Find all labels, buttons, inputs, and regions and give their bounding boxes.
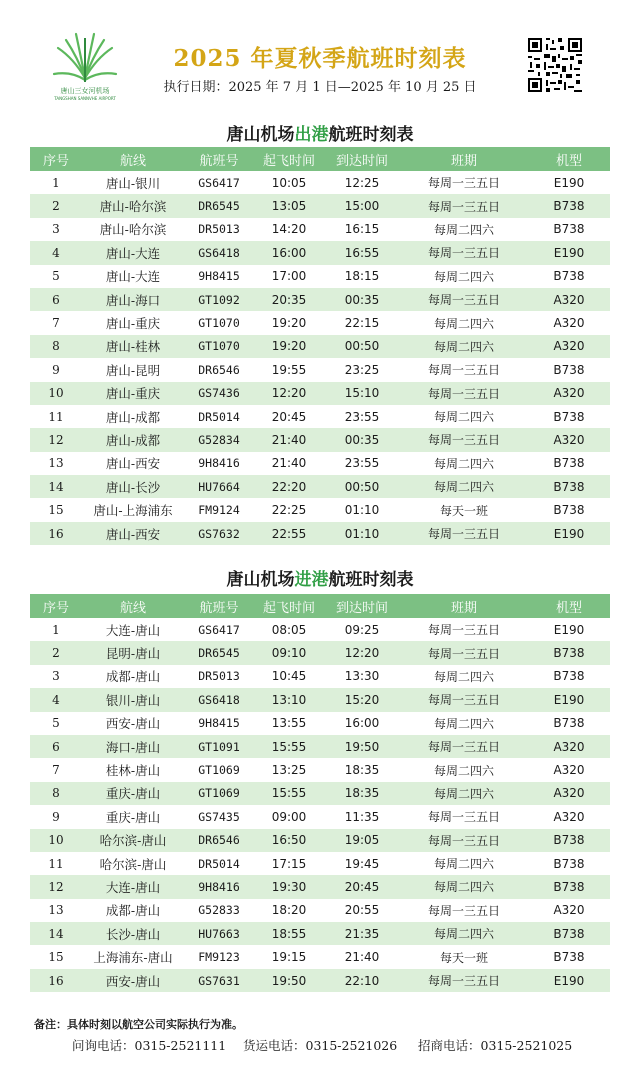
cargo-phone[interactable]: 货运电话：0315-2521026 <box>243 1038 398 1053</box>
cell-index: 15 <box>48 950 64 965</box>
cell-aircraft: E190 <box>553 622 585 637</box>
table-row <box>30 688 610 711</box>
table-row <box>30 922 610 945</box>
cell-index: 14 <box>30 922 82 945</box>
cell-schedule-days: 每周二四六 <box>433 716 494 731</box>
cell-arrival-time: 22:15 <box>344 316 380 331</box>
cell-route: 桂林-唐山 <box>105 763 161 779</box>
cell-aircraft: B738 <box>553 856 585 871</box>
cell-route: 唐山-哈尔滨 <box>99 222 167 238</box>
cell-flight-no: DR5013 <box>198 222 240 237</box>
cell-departure-time: 20:45 <box>271 409 307 424</box>
cell-flight-no: 9H8415 <box>198 269 240 284</box>
cell-schedule-days: 每天一班 <box>439 950 488 965</box>
cell-flight-no: DR6545 <box>184 194 254 217</box>
cell-index: 8 <box>30 782 82 805</box>
cell-departure-time: 19:20 <box>254 335 324 358</box>
cell-index: 3 <box>52 669 60 684</box>
cell-route: 大连-唐山 <box>105 622 161 638</box>
cell-departure-time: 09:00 <box>271 809 307 824</box>
cell-schedule-days: 每周二四六 <box>400 922 528 945</box>
cell-aircraft: E190 <box>528 969 610 992</box>
cell-arrival-time: 18:35 <box>324 782 400 805</box>
table-row <box>30 735 610 758</box>
cell-aircraft: A320 <box>553 809 585 824</box>
cell-arrival-time: 22:10 <box>324 969 400 992</box>
cell-flight-no: HU7664 <box>184 475 254 498</box>
logo-caption: 唐山三女河机场 <box>60 87 110 95</box>
cell-schedule-days: 每周二四六 <box>433 763 494 778</box>
cell-arrival-time: 19:05 <box>324 829 400 852</box>
col-header-aircraft: 机型 <box>528 594 610 618</box>
col-header-flight-no: 航班号 <box>184 147 254 171</box>
cell-arrival-time: 11:35 <box>344 809 380 824</box>
cell-flight-no: GS6417 <box>198 622 240 637</box>
cell-flight-no: GS7436 <box>184 382 254 405</box>
cell-departure-time: 18:20 <box>271 903 307 918</box>
table-row <box>30 241 610 264</box>
cell-route: 昆明-唐山 <box>82 641 184 664</box>
cell-departure-time: 21:40 <box>271 456 307 471</box>
cell-arrival-time: 12:25 <box>344 175 380 190</box>
table-row <box>30 194 610 217</box>
table-row <box>30 758 610 781</box>
cell-flight-no: GT1092 <box>184 288 254 311</box>
cell-schedule-days: 每周一三五日 <box>427 623 500 638</box>
cell-schedule-days: 每周一三五日 <box>427 810 500 825</box>
cell-route: 重庆-唐山 <box>82 782 184 805</box>
cell-schedule-days: 每天一班 <box>439 503 488 518</box>
cell-departure-time: 21:40 <box>254 428 324 451</box>
cell-arrival-time: 19:50 <box>324 735 400 758</box>
cell-route: 唐山-大连 <box>105 269 161 285</box>
cell-schedule-days: 每周二四六 <box>400 475 528 498</box>
table-row <box>30 712 610 735</box>
cell-departure-time: 19:20 <box>271 316 307 331</box>
cell-departure-time: 18:55 <box>254 922 324 945</box>
cell-aircraft: B738 <box>553 362 585 377</box>
cell-aircraft: B738 <box>528 475 610 498</box>
cell-aircraft: A320 <box>553 903 585 918</box>
col-header-schedule-days: 班期 <box>400 594 528 618</box>
cell-index: 12 <box>30 875 82 898</box>
table-row <box>30 522 610 545</box>
cell-route: 唐山-海口 <box>82 288 184 311</box>
cell-flight-no: GS7435 <box>198 809 240 824</box>
cell-aircraft: B738 <box>553 456 585 471</box>
cell-schedule-days: 每周一三五日 <box>427 363 500 378</box>
departures-table <box>30 147 610 545</box>
cell-arrival-time: 00:50 <box>324 335 400 358</box>
cell-departure-time: 19:30 <box>254 875 324 898</box>
cell-departure-time: 17:00 <box>271 269 307 284</box>
cell-flight-no: GS6418 <box>184 241 254 264</box>
departures-title: 唐山机场出港航班时刻表 <box>226 125 414 145</box>
cell-route: 长沙-唐山 <box>82 922 184 945</box>
cell-index: 11 <box>48 856 64 871</box>
logo-subtitle: TANGSHAN SANNVHE AIRPORT <box>54 96 116 101</box>
cell-departure-time: 09:10 <box>254 641 324 664</box>
table-header-row <box>30 594 610 618</box>
cell-aircraft: E190 <box>553 175 585 190</box>
cell-aircraft: A320 <box>528 335 610 358</box>
cell-arrival-time: 12:20 <box>324 641 400 664</box>
col-header-index: 序号 <box>30 594 82 618</box>
cell-departure-time: 17:15 <box>271 856 307 871</box>
cell-schedule-days: 每周二四六 <box>433 222 494 237</box>
table-row <box>30 618 610 641</box>
col-header-aircraft: 机型 <box>528 147 610 171</box>
col-header-arrival-time: 到达时间 <box>324 594 400 618</box>
cell-route: 唐山-上海浦东 <box>93 503 173 519</box>
cell-flight-no: DR6546 <box>184 829 254 852</box>
cell-index: 6 <box>30 735 82 758</box>
cell-arrival-time: 13:30 <box>344 669 380 684</box>
cell-index: 9 <box>52 362 60 377</box>
cell-arrival-time: 19:45 <box>344 856 380 871</box>
cell-arrival-time: 16:55 <box>324 241 400 264</box>
cell-schedule-days: 每周一三五日 <box>427 176 500 191</box>
cell-arrival-time: 18:15 <box>344 269 380 284</box>
cell-flight-no: DR5014 <box>198 856 240 871</box>
cell-flight-no: GT1069 <box>184 782 254 805</box>
cell-flight-no: DR5014 <box>198 409 240 424</box>
col-header-arrival-time: 到达时间 <box>324 147 400 171</box>
table-row <box>30 218 610 241</box>
arrivals-table <box>30 594 610 992</box>
cell-flight-no: G52834 <box>184 428 254 451</box>
table-row <box>30 969 610 992</box>
inquiry-phone[interactable]: 问询电话：0315-2521111 <box>72 1038 227 1053</box>
cell-aircraft: E190 <box>528 241 610 264</box>
cell-schedule-days: 每周一三五日 <box>400 288 528 311</box>
cell-departure-time: 22:25 <box>271 503 307 518</box>
cell-departure-time: 16:50 <box>254 829 324 852</box>
cell-index: 1 <box>52 175 60 190</box>
cell-flight-no: GS6417 <box>198 175 240 190</box>
cell-schedule-days: 每周一三五日 <box>400 194 528 217</box>
table-row <box>30 498 610 521</box>
cell-departure-time: 12:20 <box>254 382 324 405</box>
cell-flight-no: 9H8416 <box>198 456 240 471</box>
cell-index: 10 <box>30 382 82 405</box>
cell-route: 唐山-哈尔滨 <box>82 194 184 217</box>
table-row <box>30 665 610 688</box>
cell-index: 3 <box>52 222 60 237</box>
cell-index: 2 <box>30 194 82 217</box>
cell-departure-time: 19:50 <box>254 969 324 992</box>
cell-flight-no: FM9123 <box>198 950 240 965</box>
cell-flight-no: HU7663 <box>184 922 254 945</box>
cell-aircraft: B738 <box>528 194 610 217</box>
cell-schedule-days: 每周二四六 <box>433 269 494 284</box>
cell-arrival-time: 16:15 <box>344 222 380 237</box>
cell-departure-time: 10:45 <box>271 669 307 684</box>
cell-route: 银川-唐山 <box>82 688 184 711</box>
cell-arrival-time: 00:35 <box>324 288 400 311</box>
cell-index: 2 <box>30 641 82 664</box>
cell-route: 唐山-长沙 <box>82 475 184 498</box>
cell-arrival-time: 20:45 <box>324 875 400 898</box>
qr-code-icon[interactable] <box>526 36 584 94</box>
cell-index: 15 <box>48 503 64 518</box>
cell-flight-no: G52833 <box>198 903 240 918</box>
table-row <box>30 782 610 805</box>
arrivals-title: 唐山机场进港航班时刻表 <box>226 570 414 590</box>
cell-aircraft: E190 <box>528 688 610 711</box>
cell-aircraft: A320 <box>528 782 610 805</box>
table-row <box>30 382 610 405</box>
cell-departure-time: 13:25 <box>271 763 307 778</box>
cell-departure-time: 10:05 <box>271 175 307 190</box>
cell-departure-time: 19:15 <box>271 950 307 965</box>
cell-schedule-days: 每周一三五日 <box>400 382 528 405</box>
cell-departure-time: 16:00 <box>254 241 324 264</box>
cell-index: 5 <box>52 269 60 284</box>
cell-schedule-days: 每周一三五日 <box>427 903 500 918</box>
cell-flight-no: GT1070 <box>184 335 254 358</box>
cell-flight-no: GT1091 <box>184 735 254 758</box>
cell-schedule-days: 每周二四六 <box>400 875 528 898</box>
cell-arrival-time: 23:55 <box>344 456 380 471</box>
cell-departure-time: 15:55 <box>254 782 324 805</box>
cell-route: 成都-唐山 <box>105 669 161 685</box>
table-row <box>30 171 610 194</box>
cell-aircraft: A320 <box>553 316 585 331</box>
cell-index: 12 <box>30 428 82 451</box>
cell-schedule-days: 每周一三五日 <box>400 735 528 758</box>
investment-phone[interactable]: 招商电话：0315-2521025 <box>418 1038 573 1053</box>
cell-arrival-time: 21:40 <box>344 950 380 965</box>
cell-route: 西安-唐山 <box>82 969 184 992</box>
cell-index: 13 <box>48 456 64 471</box>
cell-arrival-time: 21:35 <box>324 922 400 945</box>
cell-aircraft: B738 <box>528 641 610 664</box>
col-header-departure-time: 起飞时间 <box>254 594 324 618</box>
cell-arrival-time: 18:35 <box>344 763 380 778</box>
cell-index: 9 <box>52 809 60 824</box>
arrivals-body <box>30 618 610 992</box>
cell-arrival-time: 20:55 <box>344 903 380 918</box>
cell-route: 上海浦东-唐山 <box>93 950 173 966</box>
table-row <box>30 945 610 968</box>
cell-index: 7 <box>52 316 60 331</box>
cell-arrival-time: 15:00 <box>324 194 400 217</box>
cell-schedule-days: 每周一三五日 <box>400 641 528 664</box>
cell-departure-time: 13:10 <box>254 688 324 711</box>
cell-route: 哈尔滨-唐山 <box>99 856 167 872</box>
cell-schedule-days: 每周二四六 <box>433 857 494 872</box>
table-row <box>30 641 610 664</box>
cell-flight-no: DR6545 <box>184 641 254 664</box>
cell-route: 大连-唐山 <box>82 875 184 898</box>
cell-aircraft: B738 <box>553 950 585 965</box>
cell-aircraft: A320 <box>553 763 585 778</box>
cell-schedule-days: 每周二四六 <box>433 456 494 471</box>
cell-flight-no: DR5013 <box>198 669 240 684</box>
cell-schedule-days: 每周一三五日 <box>400 829 528 852</box>
cell-route: 唐山-桂林 <box>82 335 184 358</box>
cell-route: 唐山-西安 <box>105 456 161 472</box>
cell-index: 16 <box>30 522 82 545</box>
cell-aircraft: B738 <box>528 922 610 945</box>
table-row <box>30 852 610 875</box>
table-row <box>30 311 610 334</box>
cell-flight-no: FM9124 <box>198 503 240 518</box>
col-header-flight-no: 航班号 <box>184 594 254 618</box>
cell-schedule-days: 每周二四六 <box>400 335 528 358</box>
cell-route: 成都-唐山 <box>105 903 161 919</box>
cell-departure-time: 22:20 <box>254 475 324 498</box>
cell-arrival-time: 09:25 <box>344 622 380 637</box>
cell-aircraft: B738 <box>553 409 585 424</box>
cell-flight-no: GS7631 <box>184 969 254 992</box>
cell-schedule-days: 每周一三五日 <box>400 688 528 711</box>
cell-aircraft: B738 <box>553 716 585 731</box>
cell-arrival-time: 00:35 <box>324 428 400 451</box>
cell-departure-time: 15:55 <box>254 735 324 758</box>
cell-flight-no: DR6546 <box>198 362 240 377</box>
page-title: 2025 年夏秋季航班时刻表 <box>173 45 467 72</box>
cell-aircraft: A320 <box>528 428 610 451</box>
page-header <box>0 0 640 110</box>
cell-aircraft: B738 <box>528 829 610 852</box>
cell-flight-no: GT1069 <box>198 763 240 778</box>
cell-route: 重庆-唐山 <box>105 809 161 825</box>
departures-body <box>30 171 610 545</box>
footnote: 备注：具体时刻以航空公司实际执行为准。 <box>34 1018 243 1031</box>
table-row <box>30 405 610 428</box>
cell-aircraft: B738 <box>553 222 585 237</box>
table-row <box>30 358 610 381</box>
cell-schedule-days: 每周二四六 <box>433 316 494 331</box>
cell-aircraft: E190 <box>528 522 610 545</box>
cell-route: 西安-唐山 <box>105 716 161 732</box>
table-row <box>30 452 610 475</box>
cell-index: 11 <box>48 409 64 424</box>
table-row <box>30 335 610 358</box>
col-header-route: 航线 <box>82 147 184 171</box>
cell-departure-time: 13:55 <box>271 716 307 731</box>
cell-arrival-time: 00:50 <box>324 475 400 498</box>
cell-schedule-days: 每周一三五日 <box>400 522 528 545</box>
cell-index: 4 <box>30 241 82 264</box>
table-row <box>30 805 610 828</box>
cell-index: 5 <box>52 716 60 731</box>
cell-aircraft: A320 <box>528 288 610 311</box>
cell-aircraft: B738 <box>528 875 610 898</box>
cell-aircraft: B738 <box>553 669 585 684</box>
cell-index: 13 <box>48 903 64 918</box>
cell-flight-no: 9H8416 <box>184 875 254 898</box>
cell-flight-no: GS7632 <box>184 522 254 545</box>
cell-index: 4 <box>30 688 82 711</box>
table-row <box>30 899 610 922</box>
cell-schedule-days: 每周二四六 <box>400 782 528 805</box>
cell-index: 14 <box>30 475 82 498</box>
cell-index: 6 <box>30 288 82 311</box>
cell-route: 唐山-西安 <box>82 522 184 545</box>
cell-route: 唐山-成都 <box>82 428 184 451</box>
cell-route: 海口-唐山 <box>82 735 184 758</box>
cell-departure-time: 20:35 <box>254 288 324 311</box>
cell-flight-no: GT1070 <box>198 316 240 331</box>
cell-arrival-time: 01:10 <box>324 522 400 545</box>
cell-schedule-days: 每周二四六 <box>433 410 494 425</box>
cell-route: 唐山-重庆 <box>105 316 161 332</box>
cell-route: 唐山-成都 <box>105 409 161 425</box>
cell-departure-time: 13:05 <box>254 194 324 217</box>
cell-flight-no: 9H8415 <box>198 716 240 731</box>
cell-route: 唐山-重庆 <box>82 382 184 405</box>
cell-aircraft: A320 <box>528 382 610 405</box>
cell-arrival-time: 23:25 <box>344 362 380 377</box>
cell-schedule-days: 每周一三五日 <box>400 241 528 264</box>
cell-index: 1 <box>52 622 60 637</box>
cell-departure-time: 14:20 <box>271 222 307 237</box>
cell-arrival-time: 01:10 <box>344 503 380 518</box>
contact-bar <box>0 1036 640 1056</box>
table-row <box>30 875 610 898</box>
cell-route: 唐山-银川 <box>105 175 161 191</box>
cell-departure-time: 08:05 <box>271 622 307 637</box>
cell-departure-time: 19:55 <box>271 362 307 377</box>
cell-index: 16 <box>30 969 82 992</box>
cell-schedule-days: 每周一三五日 <box>400 428 528 451</box>
table-row <box>30 829 610 852</box>
cell-schedule-days: 每周二四六 <box>433 669 494 684</box>
table-header-row <box>30 147 610 171</box>
cell-route: 唐山-大连 <box>82 241 184 264</box>
cell-arrival-time: 15:20 <box>324 688 400 711</box>
cell-arrival-time: 16:00 <box>344 716 380 731</box>
col-header-route: 航线 <box>82 594 184 618</box>
table-row <box>30 475 610 498</box>
col-header-departure-time: 起飞时间 <box>254 147 324 171</box>
table-row <box>30 288 610 311</box>
cell-index: 8 <box>30 335 82 358</box>
cell-route: 哈尔滨-唐山 <box>82 829 184 852</box>
cell-arrival-time: 23:55 <box>344 409 380 424</box>
cell-flight-no: GS6418 <box>184 688 254 711</box>
table-row <box>30 265 610 288</box>
cell-route: 唐山-昆明 <box>105 362 161 378</box>
col-header-schedule-days: 班期 <box>400 147 528 171</box>
cell-aircraft: A320 <box>528 735 610 758</box>
col-header-index: 序号 <box>30 147 82 171</box>
cell-arrival-time: 15:10 <box>324 382 400 405</box>
cell-departure-time: 22:55 <box>254 522 324 545</box>
cell-aircraft: B738 <box>553 503 585 518</box>
cell-index: 7 <box>52 763 60 778</box>
cell-schedule-days: 每周一三五日 <box>400 969 528 992</box>
cell-aircraft: B738 <box>553 269 585 284</box>
cell-index: 10 <box>30 829 82 852</box>
table-row <box>30 428 610 451</box>
execution-date: 执行日期：2025 年 7 月 1 日—2025 年 10 月 25 日 <box>163 80 477 95</box>
